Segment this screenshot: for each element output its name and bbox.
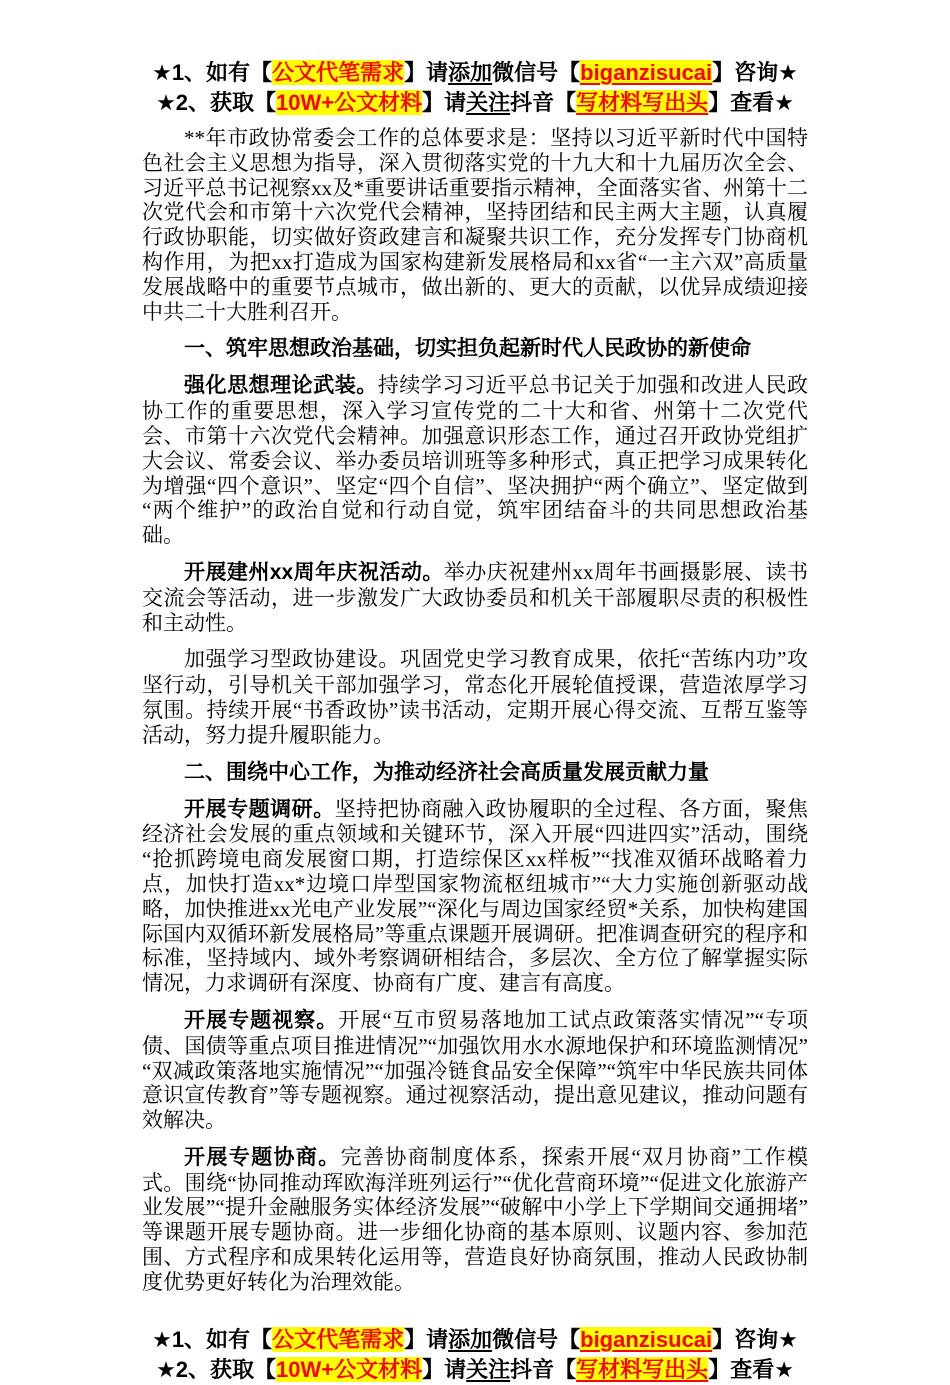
promo-footer-line1 [142, 1325, 808, 1355]
document-body [142, 126, 808, 1295]
promo-underlined-word: 添加 [448, 60, 493, 85]
promo-underlined-word: 关注 [466, 90, 511, 115]
wechat-id: biganzisucai [580, 60, 713, 85]
intro-paragraph: **年市政协常委会工作的总体要求是：坚持以习近平新时代中国特色社会主义思想为指导，深入贯彻落实党的十九大和十九届历次全会、习近平总书记视察xx及*重要讲话重要指示精神，全面落实省、州第十二次党代会和市第十六次党代会精神，坚持团结和民主两大主题，认真履行政协职能，切实做好资政建言和凝聚共识工作，充分发挥专门协商机构作用，为把xx打造成为国家构建新发展格局和xx省“一主六双”高质量发展战略中的重要节点城市，做出新的、更大的贡献，以优异成绩迎接中共二十大胜利召开。 [142, 126, 808, 324]
promo-text: 抖音【 [510, 90, 577, 115]
promo-header-line1 [142, 58, 808, 88]
paragraph-text: 举办庆祝建州xx周年书画摄影展、读书交流会等活动，进一步激发广大政协委员和机关干部履职尽责的积极性和主动性。 [142, 559, 809, 635]
paragraph [142, 1145, 808, 1295]
promo-highlight-keyword: 10W+公文材料 [276, 1356, 423, 1382]
promo-text: 微信号【 [492, 1326, 581, 1352]
promo-text: 】请 [404, 60, 449, 85]
promo-text: 抖音【 [510, 1356, 577, 1382]
paragraph-lead: 开展专题协商。 [184, 1145, 341, 1169]
promo-highlight-keyword: 10W+公文材料 [276, 90, 423, 115]
paragraph [142, 373, 808, 548]
paragraph-text: 坚持把协商融入政协履职的全过程、各方面，聚焦经济社会发展的重点领域和关键环节，深入开展“四进四实”活动，围绕“抢抓跨境电商发展窗口期，打造综保区xx样板”“找准双循环战略着力点，加快打造xx*边境口岸型国家物流枢纽城市”“大力实施创新驱动战略，加快推进xx光电产业发展”“深化与周边国家经贸*关系，加快构建国际国内双循环新发展格局”等重点课题开展调研。把准调查研究的程序和标准，坚持域内、域外考察调研相结合，多层次、全方位了解掌握实际情况，力求调研有深度、协商有广度、建言有高度。 [142, 796, 808, 996]
promo-text: 微信号【 [492, 60, 581, 85]
paragraph-lead: 开展专题视察。 [184, 1008, 339, 1032]
promo-footer-line2 [142, 1355, 808, 1385]
promo-header [142, 58, 808, 118]
paragraph-lead: 强化思想理论武装。 [184, 374, 378, 398]
paragraph [142, 560, 808, 635]
section-2-heading: 二、围绕中心工作，为推动经济社会高质量发展贡献力量 [184, 760, 709, 784]
paragraph [142, 1008, 808, 1133]
promo-text: ★1、如有【 [152, 1326, 273, 1352]
promo-text: ★1、如有【 [152, 60, 273, 85]
promo-text: 】请 [404, 1326, 449, 1352]
promo-text: 】咨询★ [712, 1326, 798, 1352]
promo-text: 】查看★ [708, 90, 794, 115]
paragraph-lead: 开展建州xx周年庆祝活动。 [184, 560, 444, 584]
douyin-account-name: 写材料写出头 [576, 1356, 709, 1382]
paragraph [142, 797, 808, 996]
promo-text: 】请 [422, 90, 467, 115]
promo-highlight-keyword: 公文代笔需求 [272, 60, 405, 85]
paragraph [142, 647, 808, 747]
douyin-account-name: 写材料写出头 [576, 90, 709, 115]
promo-text: 】咨询★ [712, 60, 798, 85]
promo-footer [142, 1325, 808, 1385]
section-1-heading: 一、筑牢思想政治基础，切实担负起新时代人民政协的新使命 [184, 337, 751, 361]
promo-underlined-word: 添加 [448, 1326, 493, 1352]
paragraph-text: 持续学习习近平总书记关于加强和改进人民政协工作的重要思想，深入学习宣传党的二十大和省、州第十二次党代会、市第十六次党代会精神。加强意识形态工作，通过召开政协党组扩大会议、常委会议、举办委员培训班等多种形式，真正把学习成果转化为增强“四个意识”、坚定“四个自信”、坚决拥护“两个确立”、坚定做到“两个维护”的政治自觉和行动自觉，筑牢团结奋斗的共同思想政治基础。 [142, 373, 809, 548]
paragraph-text: 加强学习型政协建设。巩固党史学习教育成果，依托“苦练内功”攻坚行动，引导机关干部加强学习，常态化开展轮值授课，营造浓厚学习氛围。持续开展“书香政协”读书活动，定期开展心得交流、互帮互鉴等活动，努力提升履职能力。 [142, 647, 808, 747]
promo-text: ★2、获取【 [156, 90, 277, 115]
promo-text: 】请 [422, 1356, 467, 1382]
promo-header-line2 [142, 88, 808, 118]
promo-text: ★2、获取【 [156, 1356, 277, 1382]
promo-highlight-keyword: 公文代笔需求 [272, 1326, 405, 1352]
paragraph-text: 完善协商制度体系，探索开展“双月协商”工作模式。围绕“协同推动珲欧海洋班列运行”“优化营商环境”“促进文化旅游产业发展”“提升金融服务实体经济发展”“破解中小学上下学期间交通拥堵”等课题开展专题协商。进一步细化协商的基本原则、议题内容、参加范围、方式程序和成果转化运用等，营造良好协商氛围，推动人民政协制度优势更好转化为治理效能。 [142, 1144, 809, 1294]
paragraph-text: 开展“互市贸易落地加工试点政策落实情况”“专项债、国债等重点项目推进情况”“加强饮用水水源地保护和环境监测情况”“双减政策落地实施情况”“加强冷链食品安全保障”“筑牢中华民族共同体意识宣传教育”等专题视察。通过视察活动，提出意见建议，推动问题有效解决。 [142, 1007, 808, 1133]
wechat-id: biganzisucai [580, 1326, 713, 1352]
promo-underlined-word: 关注 [466, 1356, 511, 1382]
promo-text: 】查看★ [708, 1356, 794, 1382]
paragraph-lead: 开展专题调研。 [184, 797, 335, 821]
